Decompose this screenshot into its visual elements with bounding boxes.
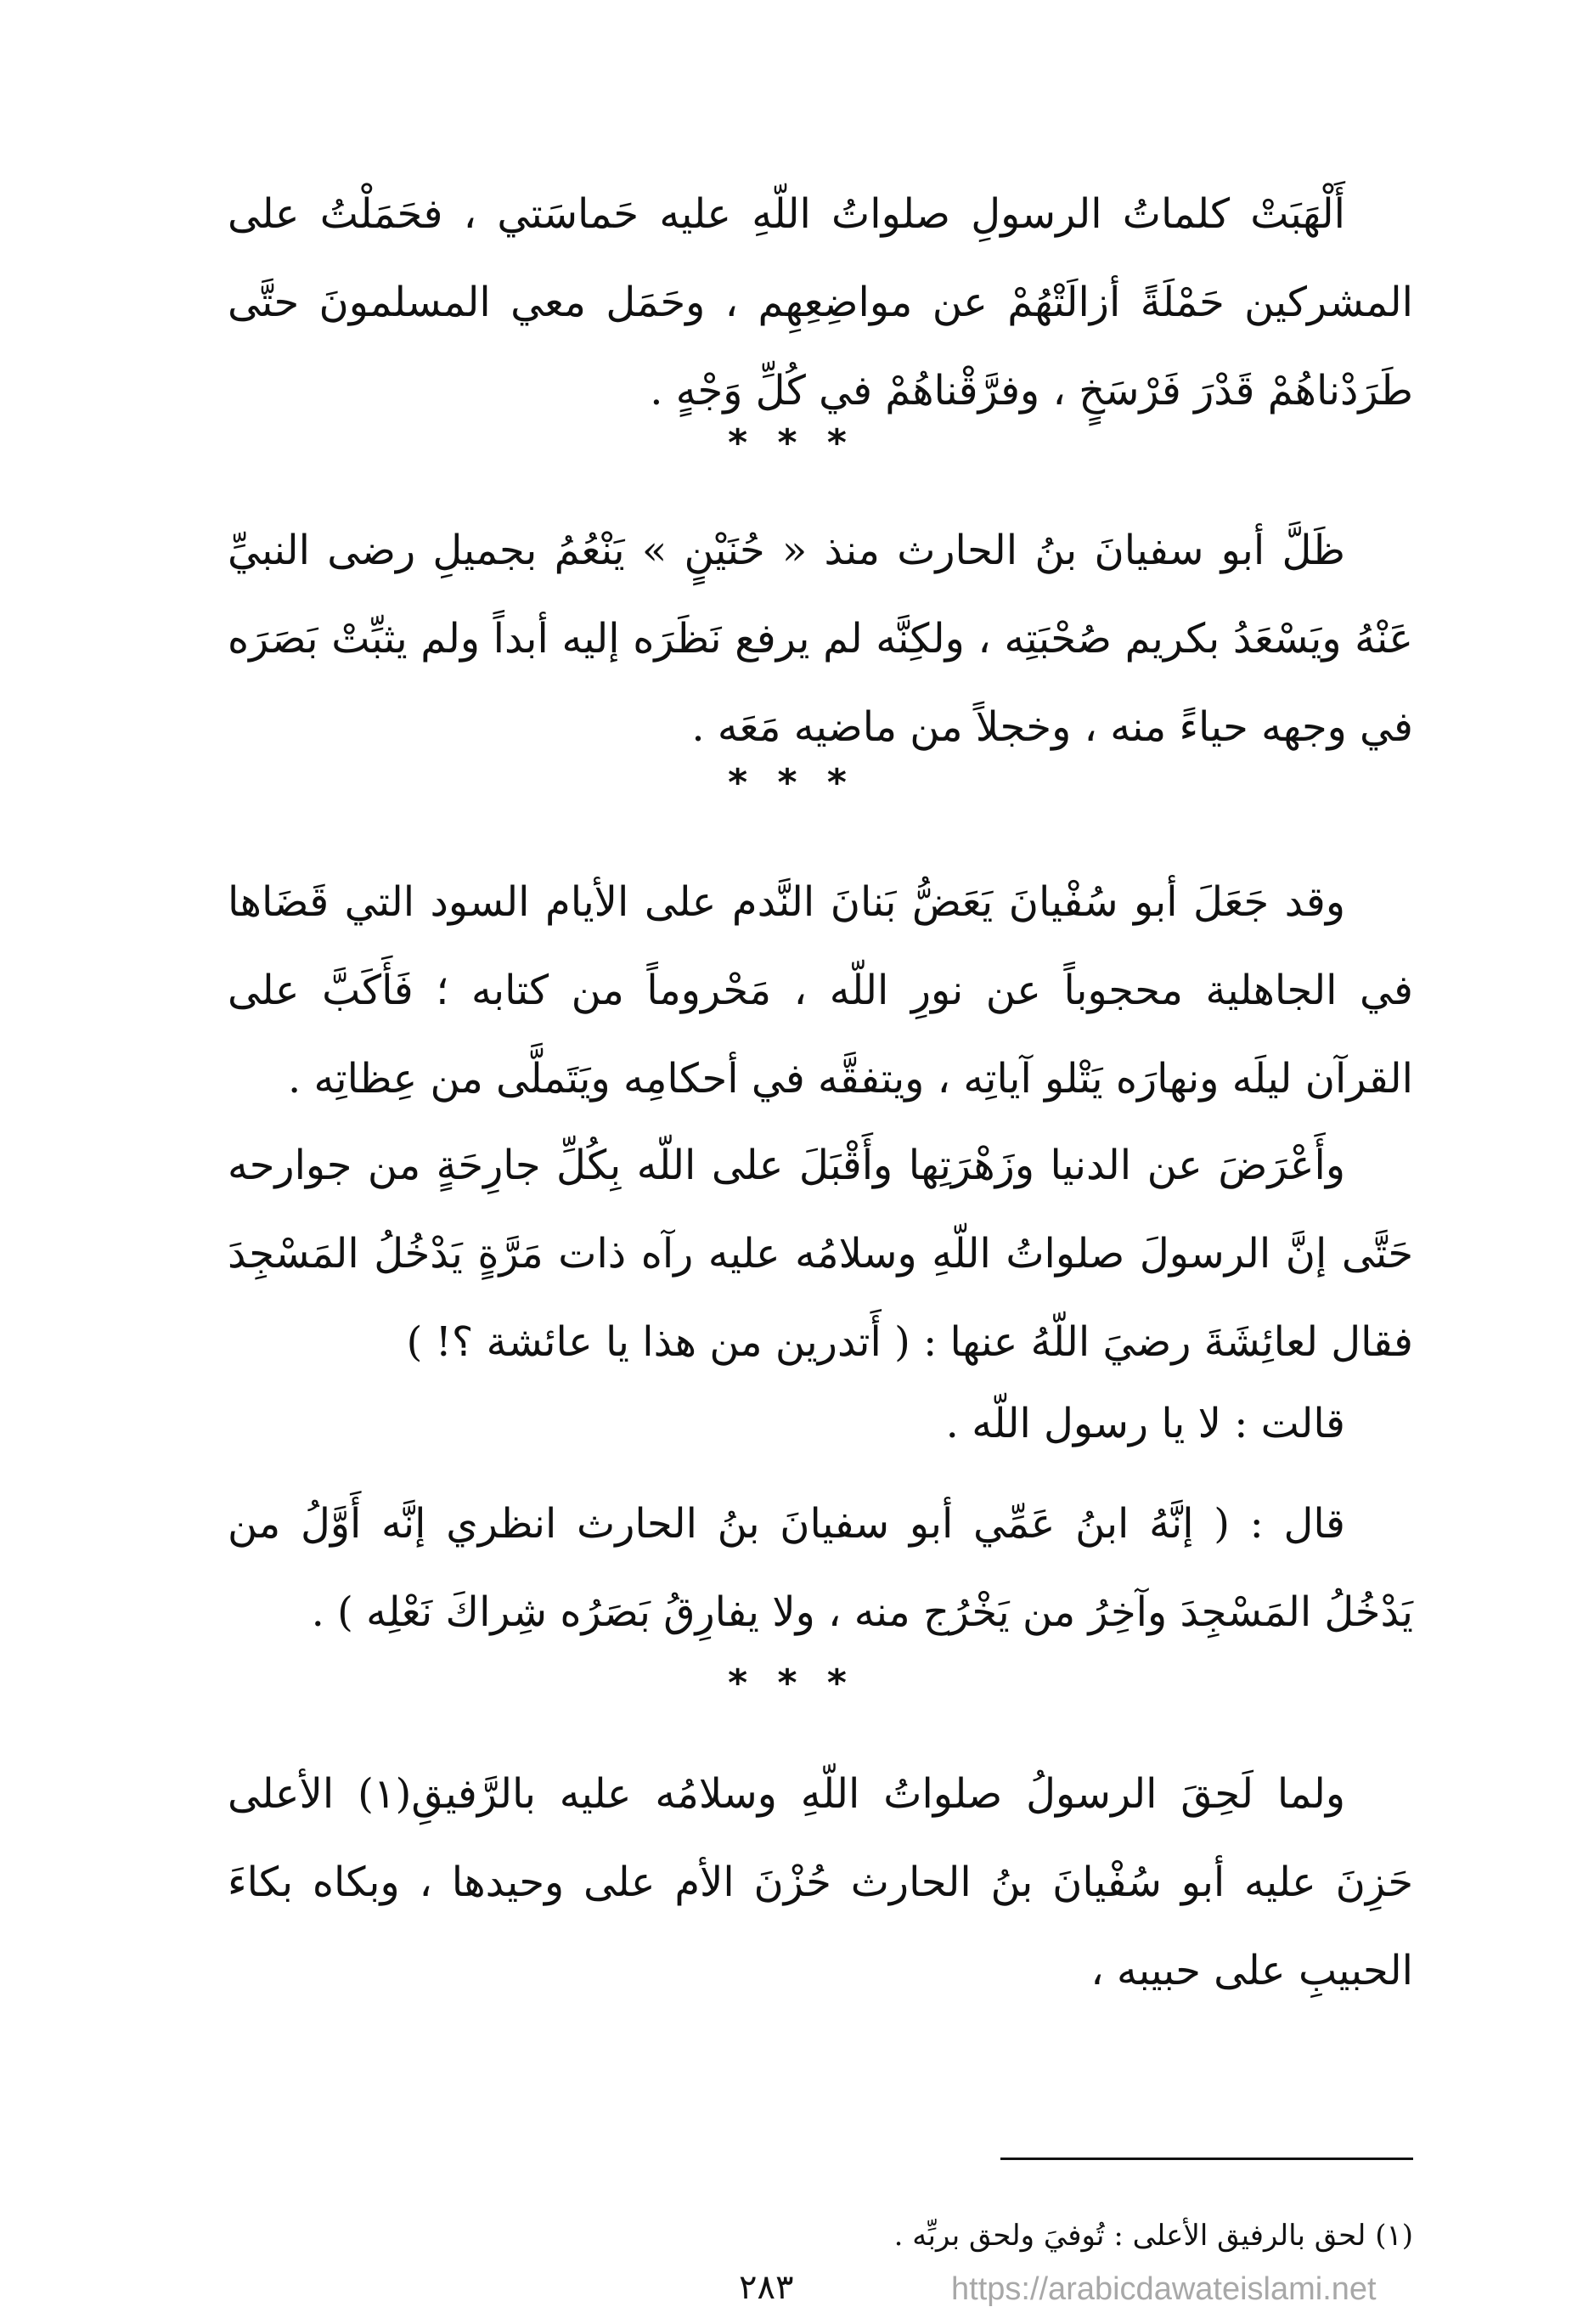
footnote: (١) لحق بالرفيق الأعلى : تُوفيَ ولحق بربِّه . (893, 2219, 1413, 2253)
paragraph-5: قالت : لا يا رسول اللّه . (945, 1400, 1345, 1447)
paragraph-3: وقد جَعَلَ أبو سُفْيانَ يَعَضُّ بَنانَ النَّدم على الأيام السود التي قَضَاها في الجاهلية محجوباً عن نورِ اللّه ، مَحْروماً من كتابه ؛ فَأَكَبَّ على القرآن ليلَه ونهارَه يَتْلو آياتِه ، ويتفقَّه في أحكامِه ويَتَملَّى من عِظاتِه . (228, 878, 1413, 1103)
page-number: ٢٨٣ (739, 2268, 794, 2307)
paragraph-6: قال : ( إنَّهُ ابنُ عَمِّي أبو سفيانَ بنُ الحارث انظري إنَّه أَوَّلُ من يَدْخُلُ المَسْجِدَ وآخِرُ من يَخْرُج منه ، ولا يفارِقُ بَصَرُه شِراكَ نَعْلِه ) . (228, 1500, 1413, 1636)
footnote-rule (1000, 2158, 1413, 2160)
section-separator-1: * * * (728, 421, 855, 465)
paragraph-1: أَلْهَبَتْ كلماتُ الرسولِ صلواتُ اللّهِ عليه حَماسَتي ، فحَمَلْتُ على المشركين حَمْلَةً أزالَتْهُمْ عن مواضِعِهِم ، وحَمَل معي المسلمونَ حتَّى طَرَدْناهُمْ قَدْرَ فَرْسَخٍ ، وفرَّقْناهُمْ في كُلِّ وَجْهٍ . (228, 190, 1413, 415)
section-separator-2: * * * (728, 761, 855, 804)
paragraph-7: ولما لَحِقَ الرسولُ صلواتُ اللّهِ وسلامُه عليه بالرَّفيقِ(١) الأعلى حَزِنَ عليه أبو سُفْيانَ بنُ الحارث حُزْنَ الأم على وحيدها ، وبكاه بكاءَ الحبيبِ على حبيبه ، (228, 1770, 1413, 1994)
watermark-url: https://arabicdawateislami.net (951, 2271, 1377, 2307)
paragraph-4: وأَعْرَضَ عن الدنيا وزَهْرَتِها وأَقْبَلَ على اللّه بِكُلِّ جارِحَةٍ من جوارحه حَتَّى إنَّ الرسولَ صلواتُ اللّهِ وسلامُه عليه رآه ذات مَرَّةٍ يَدْخُلُ المَسْجِدَ فقال لعائِشَةَ رضيَ اللّهُ عنها : ( أَتدرين من هذا يا عائشة ؟! ) (228, 1142, 1413, 1366)
section-separator-3: * * * (728, 1661, 855, 1705)
paragraph-2: ظَلَّ أبو سفيانَ بنُ الحارث منذ « حُنَيْنٍ » يَنْعُمُ بجميلِ رضى النبيِّ عَنْهُ ويَسْعَدُ بكريم صُحْبَتِه ، ولكِنَّه لم يرفع نَظَرَه إليه أبداً ولم يثبِّتْ بَصَرَه في وجهه حياءً منه ، وخجلاً من ماضيه مَعَه . (228, 527, 1413, 751)
